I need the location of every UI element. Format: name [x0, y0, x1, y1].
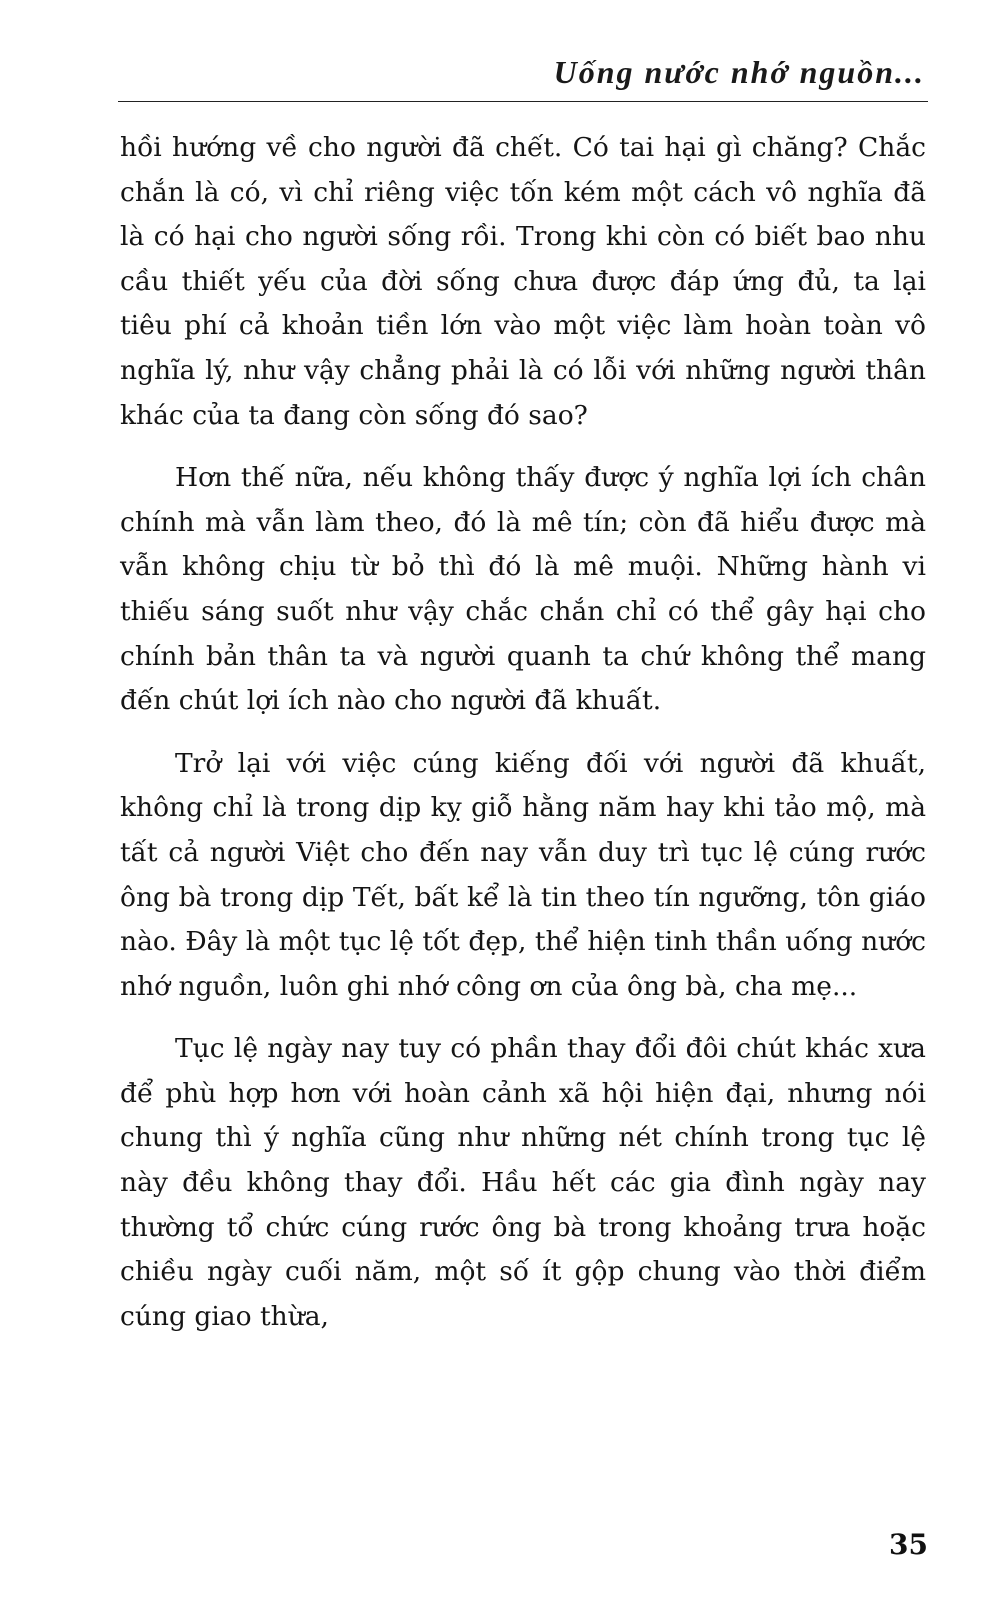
paragraph: Hơn thế nữa, nếu không thấy được ý nghĩa lợi ích chân chính mà vẫn làm theo, đó là mê tín; còn đã hiểu được mà vẫn không chịu từ bỏ thì đó là mê muội. Những hành vi thiếu sáng suốt như vậy chắc chắn chỉ có thể gây hại cho chính bản thân ta và người quanh ta chứ không thể mang đến chút lợi ích nào cho người đã khuất.	[120, 462, 926, 717]
body-text	[120, 126, 926, 1357]
header-divider	[118, 101, 928, 102]
paragraph: Tục lệ ngày nay tuy có phần thay đổi đôi chút khác xưa để phù hợp hơn với hoàn cảnh xã hội hiện đại, nhưng nói chung thì ý nghĩa cũng như những nét chính trong tục lệ này đều không thay đổi. Hầu hết các gia đình ngày nay thường tổ chức cúng rước ông bà trong khoảng trưa hoặc chiều ngày cuối năm, một số ít gộp chung vào thời điểm cúng giao thừa,	[120, 1033, 926, 1332]
paragraph-continuation: hồi hướng về cho người đã chết. Có tai hại gì chăng? Chắc chắn là có, vì chỉ riêng việc tốn kém một cách vô nghĩa đã là có hại cho người sống rồi. Trong khi còn có biết bao nhu cầu thiết yếu của đời sống chưa được đáp ứng đủ, ta lại tiêu phí cả khoản tiền lớn vào một việc làm hoàn toàn vô nghĩa lý, như vậy chẳng phải là có lỗi với những người thân khác của ta đang còn sống đó sao?	[120, 132, 926, 431]
paragraph: Trở lại với việc cúng kiếng đối với người đã khuất, không chỉ là trong dịp kỵ giỗ hằng năm hay khi tảo mộ, mà tất cả người Việt cho đến nay vẫn duy trì tục lệ cúng rước ông bà trong dịp Tết, bất kể là tin theo tín ngưỡng, tôn giáo nào. Đây là một tục lệ tốt đẹp, thể hiện tinh thần uống nước nhớ nguồn, luôn ghi nhớ công ơn của ông bà, cha mẹ...	[120, 747, 926, 1002]
page-number: 35	[889, 1528, 928, 1561]
running-header-title: Uống nước nhớ nguồn...	[553, 54, 925, 90]
